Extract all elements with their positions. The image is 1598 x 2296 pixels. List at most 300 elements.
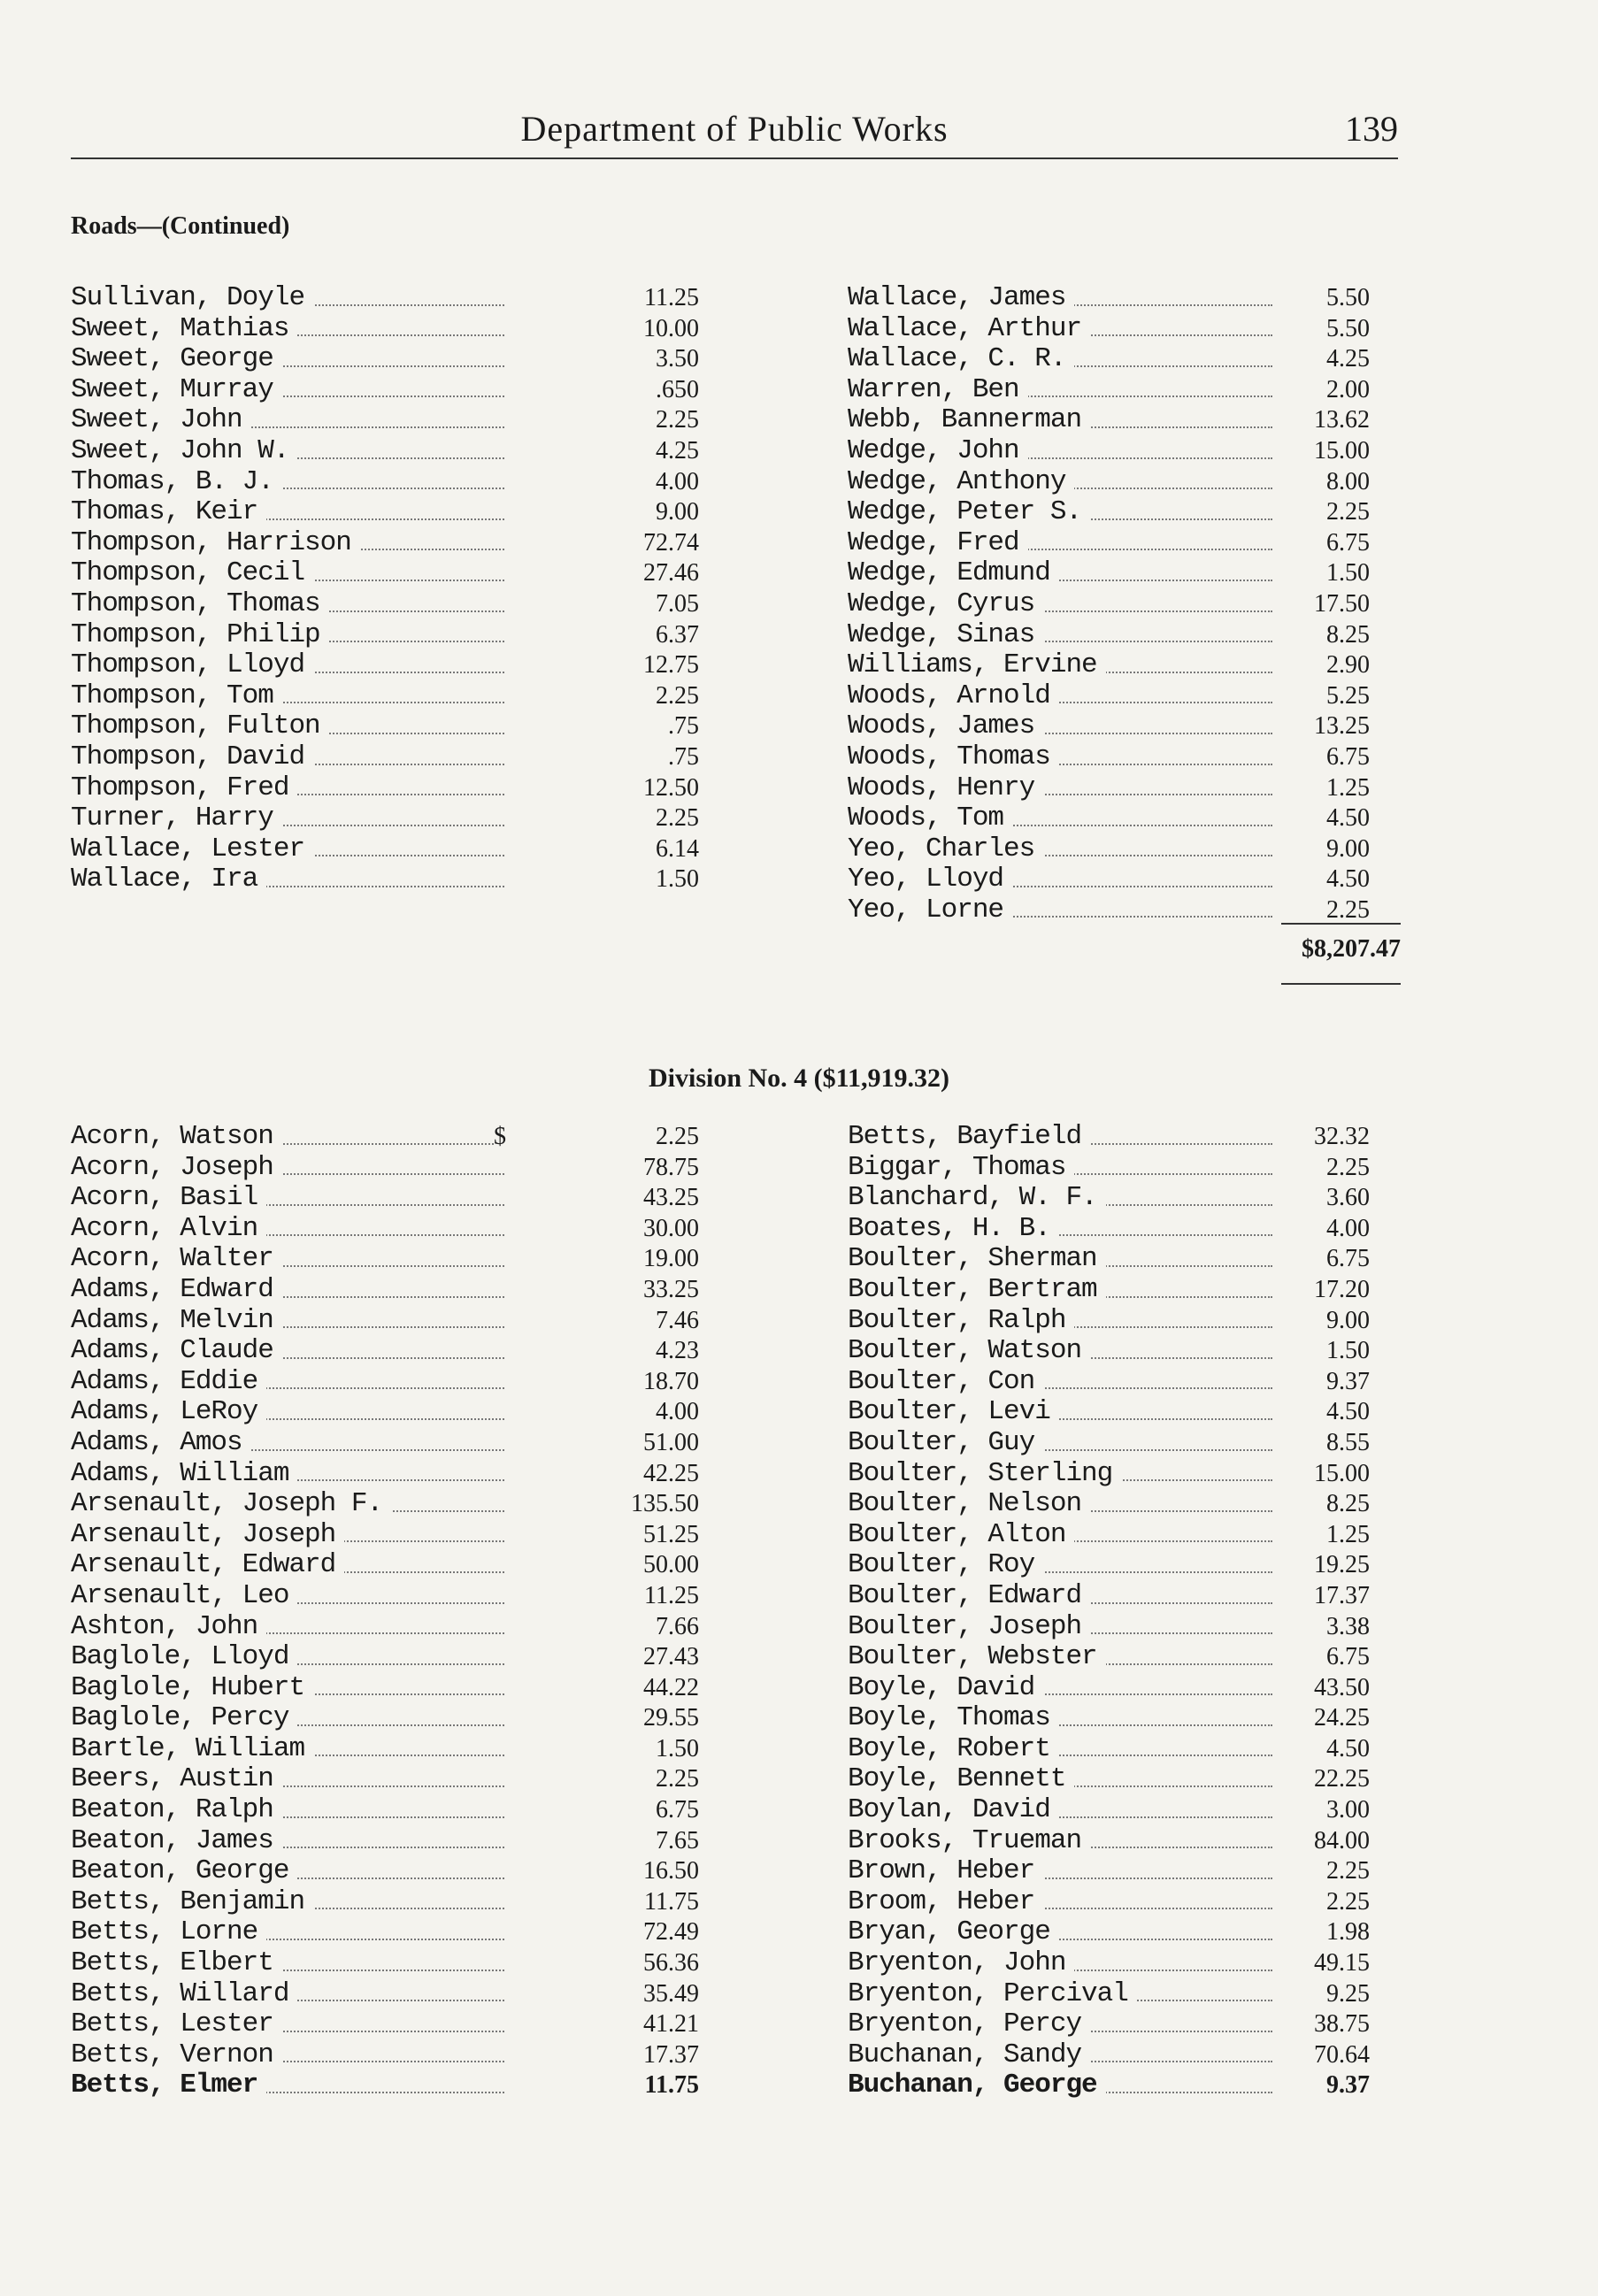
entry-amount: 2.25 — [656, 804, 699, 833]
entry-amount: 17.37 — [643, 2040, 699, 2069]
ledger-entry — [848, 711, 1401, 742]
ledger-entry — [848, 558, 1401, 589]
entry-amount: .75 — [668, 712, 699, 741]
entry-name: Boulter, Alton — [848, 1520, 1074, 1551]
entry-name: Adams, Eddie — [71, 1367, 266, 1398]
entry-name: Adams, Amos — [71, 1428, 251, 1459]
entry-amount: 5.50 — [1326, 284, 1370, 311]
ledger-entry — [71, 1824, 699, 1857]
entry-amount: 44.22 — [643, 1673, 699, 1701]
entry-name: Acorn, Watson — [71, 1122, 282, 1153]
entry-amount: 4.50 — [1326, 1398, 1370, 1426]
ledger-entry — [71, 680, 699, 712]
roads-total-block — [1281, 923, 1401, 985]
entry-name: Betts, Willard — [71, 1979, 297, 2010]
entry-amount: 11.75 — [644, 2071, 699, 2100]
entry-name: Thompson, Tom — [71, 681, 282, 712]
entry-name: Brown, Heber — [848, 1856, 1043, 1887]
section-heading: Roads—(Continued) — [71, 212, 290, 240]
ledger-entry — [71, 496, 699, 528]
entry-name: Arsenault, Edward — [71, 1550, 344, 1581]
ledger-entry — [71, 2069, 699, 2101]
ledger-entry — [848, 1764, 1401, 1795]
ledger-entry — [71, 1916, 699, 1948]
ledger-entry — [848, 467, 1401, 498]
ledger-entry — [848, 1489, 1401, 1520]
entry-name: Wedge, John — [848, 436, 1028, 467]
ledger-entry — [848, 620, 1401, 651]
entry-name: Thompson, Fulton — [71, 711, 329, 742]
entry-name: Biggar, Thomas — [848, 1153, 1074, 1184]
entry-name: Thompson, Thomas — [71, 589, 329, 620]
ledger-entry — [848, 2070, 1401, 2101]
entry-amount: 6.75 — [1326, 528, 1370, 557]
ledger-entry — [71, 1396, 699, 1428]
entry-name: Thompson, Harrison — [71, 528, 360, 559]
ledger-entry — [848, 864, 1401, 895]
entry-amount: 8.00 — [1326, 467, 1370, 495]
entry-name: Thompson, David — [71, 742, 313, 773]
ledger-entry — [848, 1367, 1401, 1398]
entry-amount: 3.00 — [1326, 1796, 1370, 1824]
entry-amount: 1.50 — [1326, 1337, 1370, 1365]
ledger-entry — [848, 1214, 1401, 1245]
ledger-entry — [848, 1520, 1401, 1551]
entry-amount: 50.00 — [643, 1551, 699, 1579]
entry-amount: 3.50 — [656, 345, 699, 373]
ledger-entry — [71, 1763, 699, 1795]
entry-amount: 12.75 — [643, 651, 699, 680]
ledger-entry — [71, 1273, 699, 1306]
entry-amount: 3.38 — [1326, 1612, 1370, 1640]
entry-name: Yeo, Charles — [848, 834, 1043, 865]
entry-name: Bryenton, Percival — [848, 1979, 1137, 2010]
ledger-entry — [848, 1244, 1401, 1275]
entry-name: Turner, Harry — [71, 803, 282, 834]
dollar-sign: $ — [494, 1122, 505, 1153]
ledger-entry — [71, 434, 699, 467]
entry-amount: 2.25 — [656, 1765, 699, 1793]
ledger-entry — [71, 741, 699, 773]
entry-name: Boates, H. B. — [848, 1214, 1059, 1245]
entry-amount: 8.25 — [1326, 620, 1370, 649]
entry-name: Arsenault, Joseph F. — [71, 1489, 391, 1520]
entry-name: Thompson, Lloyd — [71, 650, 313, 681]
entry-amount: 70.64 — [1314, 2040, 1370, 2069]
entry-amount: 17.20 — [1314, 1275, 1370, 1303]
entry-name: Betts, Bayfield — [848, 1122, 1090, 1153]
entry-amount: 15.00 — [1314, 436, 1370, 465]
entry-name: Adams, Claude — [71, 1336, 282, 1367]
entry-name: Baglole, Lloyd — [71, 1642, 297, 1673]
entry-amount: 1.98 — [1326, 1918, 1370, 1947]
entry-name: Adams, LeRoy — [71, 1397, 266, 1428]
entry-amount: 7.65 — [656, 1826, 699, 1854]
ledger-entry — [848, 528, 1401, 559]
entry-name: Acorn, Walter — [71, 1244, 282, 1275]
entry-amount: 7.46 — [656, 1306, 699, 1334]
ledger-entry — [71, 1121, 699, 1153]
entry-amount: 6.75 — [656, 1796, 699, 1824]
ledger-entry — [71, 465, 699, 498]
entry-amount: 2.25 — [1326, 1887, 1370, 1916]
entry-amount: 8.25 — [1326, 1490, 1370, 1518]
entry-name: Acorn, Joseph — [71, 1153, 282, 1184]
ledger-entry — [848, 1336, 1401, 1367]
entry-amount: 11.25 — [644, 1581, 699, 1609]
ledger-entry — [71, 618, 699, 651]
entry-name: Beaton, George — [71, 1856, 297, 1887]
entry-amount: 2.25 — [1326, 1153, 1370, 1181]
entry-amount: 1.50 — [656, 865, 699, 894]
ledger-entry — [848, 589, 1401, 620]
ledger-entry — [848, 436, 1401, 467]
entry-name: Thompson, Cecil — [71, 558, 313, 589]
ledger-entry — [848, 1917, 1401, 1948]
entry-name: Yeo, Lorne — [848, 895, 1012, 926]
entry-amount: 6.37 — [656, 620, 699, 649]
ledger-entry — [71, 1732, 699, 1765]
entry-name: Betts, Lorne — [71, 1917, 266, 1948]
entry-name: Betts, Vernon — [71, 2040, 282, 2071]
entry-amount: 51.00 — [643, 1428, 699, 1456]
entry-name: Woods, James — [848, 711, 1043, 742]
entry-amount: 5.50 — [1326, 314, 1370, 342]
ledger-entry — [848, 1642, 1401, 1673]
ledger-entry — [848, 773, 1401, 804]
entry-name: Boyle, David — [848, 1673, 1043, 1704]
entry-name: Baglole, Percy — [71, 1703, 297, 1734]
entry-name: Sullivan, Doyle — [71, 283, 313, 314]
entry-amount: 27.46 — [643, 559, 699, 587]
ledger-entry — [71, 1457, 699, 1490]
entry-amount: 6.75 — [1326, 1643, 1370, 1671]
entry-name: Wedge, Peter S. — [848, 497, 1090, 528]
ledger-entry — [71, 864, 699, 895]
entry-amount: .650 — [656, 375, 699, 403]
entry-amount: 4.25 — [1326, 345, 1370, 373]
ledger-entry — [71, 1579, 699, 1612]
ledger-entry — [848, 1703, 1401, 1734]
entry-name: Beaton, Ralph — [71, 1795, 282, 1826]
entry-amount: 135.50 — [631, 1490, 699, 1518]
entry-amount: 4.50 — [1326, 865, 1370, 894]
entry-amount: 3.60 — [1326, 1184, 1370, 1212]
entry-name: Thomas, B. J. — [71, 467, 282, 498]
ledger-entry — [71, 1549, 699, 1581]
entry-amount: 9.00 — [656, 498, 699, 526]
ledger-entry — [848, 1887, 1401, 1918]
ledger-entry — [71, 1794, 699, 1826]
entry-amount: 29.55 — [643, 1704, 699, 1732]
ledger-entry — [848, 1948, 1401, 1979]
entry-name: Adams, William — [71, 1459, 297, 1490]
entry-amount: 7.05 — [656, 589, 699, 618]
ledger-entry — [848, 1612, 1401, 1643]
ledger-entry — [848, 1153, 1401, 1184]
running-head — [71, 108, 1398, 159]
entry-amount: 2.25 — [1326, 895, 1370, 924]
entry-name: Woods, Thomas — [848, 742, 1059, 773]
entry-amount: 43.50 — [1314, 1673, 1370, 1701]
ledger-entry — [71, 2039, 699, 2071]
ledger-entry — [71, 772, 699, 804]
ledger-entry — [71, 1518, 699, 1551]
entry-amount: 2.25 — [656, 681, 699, 710]
entry-amount: 1.25 — [1326, 1520, 1370, 1548]
entry-amount: 43.25 — [643, 1184, 699, 1212]
ledger-entry — [71, 649, 699, 681]
ledger-entry — [71, 1947, 699, 1979]
entry-name: Wedge, Fred — [848, 528, 1028, 559]
ledger-entry — [848, 1306, 1401, 1337]
entry-name: Thomas, Keir — [71, 497, 266, 528]
entry-name: Acorn, Basil — [71, 1183, 266, 1214]
entry-name: Buchanan, George — [848, 2070, 1106, 2101]
entry-name: Woods, Henry — [848, 773, 1043, 804]
entry-amount: 2.25 — [656, 406, 699, 434]
entry-name: Wallace, Ira — [71, 864, 266, 895]
ledger-entry — [848, 895, 1401, 926]
entry-amount: 30.00 — [643, 1214, 699, 1242]
ledger-entry — [848, 344, 1401, 375]
ledger-entry — [71, 1488, 699, 1520]
ledger-entry — [71, 1610, 699, 1643]
ledger-entry — [848, 405, 1401, 436]
entry-amount: 27.43 — [643, 1643, 699, 1671]
ledger-entry — [71, 526, 699, 559]
entry-name: Arsenault, Joseph — [71, 1520, 344, 1551]
ledger-entry — [71, 802, 699, 834]
entry-amount: 17.50 — [1314, 589, 1370, 618]
entry-name: Bartle, William — [71, 1734, 313, 1765]
entry-amount: 72.74 — [643, 528, 699, 557]
ledger-entry — [71, 1243, 699, 1275]
ledger-entry — [71, 587, 699, 620]
ledger-entry — [71, 343, 699, 375]
ledger-entry — [848, 375, 1401, 406]
entry-name: Sweet, Murray — [71, 375, 282, 406]
entry-amount: 41.21 — [643, 2010, 699, 2039]
entry-name: Betts, Lester — [71, 2009, 282, 2040]
ledger-entry — [71, 1885, 699, 1918]
entry-name: Betts, Elbert — [71, 1948, 282, 1979]
entry-amount: 4.25 — [656, 436, 699, 465]
entry-name: Boulter, Roy — [848, 1550, 1043, 1581]
ledger-entry — [71, 1702, 699, 1734]
ledger-entry — [848, 1795, 1401, 1826]
ledger-entry — [71, 1365, 699, 1398]
entry-name: Sweet, George — [71, 344, 282, 375]
entry-name: Wedge, Cyrus — [848, 589, 1043, 620]
entry-amount: 13.25 — [1314, 712, 1370, 741]
roads-list-left — [71, 282, 699, 895]
entry-amount: 9.25 — [1326, 1979, 1370, 2008]
ledger-entry — [848, 803, 1401, 834]
entry-amount: 19.00 — [643, 1245, 699, 1273]
ledger-entry — [71, 833, 699, 865]
entry-amount: 4.50 — [1326, 1734, 1370, 1762]
ledger-entry — [848, 1550, 1401, 1581]
entry-amount: 4.00 — [656, 1398, 699, 1426]
entry-name: Ashton, John — [71, 1612, 266, 1643]
ledger-entry — [848, 1122, 1401, 1153]
division-heading: Division No. 4 ($11,919.32) — [648, 1064, 950, 1093]
entry-name: Wedge, Anthony — [848, 467, 1074, 498]
entry-name: Sweet, John — [71, 405, 251, 436]
entry-amount: 9.37 — [1326, 1367, 1370, 1395]
division-list-right — [848, 1122, 1401, 2101]
entry-amount: 2.25 — [1326, 498, 1370, 526]
entry-name: Boulter, Edward — [848, 1581, 1090, 1612]
entry-amount: 13.62 — [1314, 406, 1370, 434]
ledger-entry — [848, 742, 1401, 773]
ledger-entry — [71, 1977, 699, 2010]
ledger-entry — [71, 557, 699, 589]
entry-name: Boulter, Bertram — [848, 1275, 1106, 1306]
ledger-entry — [71, 1671, 699, 1704]
entry-amount: 7.66 — [656, 1612, 699, 1640]
ledger-entry — [71, 282, 699, 314]
entry-amount: 10.00 — [643, 314, 699, 342]
entry-name: Wallace, C. R. — [848, 344, 1074, 375]
entry-name: Bryan, George — [848, 1917, 1059, 1948]
entry-amount: 4.00 — [656, 467, 699, 495]
ledger-entry — [71, 1151, 699, 1184]
ledger-entry — [71, 1426, 699, 1459]
entry-name: Boulter, Levi — [848, 1397, 1059, 1428]
entry-amount: 1.50 — [656, 1734, 699, 1762]
entry-name: Buchanan, Sandy — [848, 2040, 1090, 2071]
ledger-entry — [848, 681, 1401, 712]
roads-total-amount: $8,207.47 — [1302, 935, 1401, 963]
ledger-entry — [848, 834, 1401, 865]
entry-amount: 4.23 — [656, 1337, 699, 1365]
entry-amount: 2.25 — [656, 1123, 699, 1150]
entry-name: Betts, Elmer — [71, 2070, 266, 2101]
entry-amount: 4.50 — [1326, 804, 1370, 833]
entry-amount: 6.75 — [1326, 742, 1370, 771]
entry-name: Wallace, Arthur — [848, 314, 1090, 345]
entry-name: Bryenton, John — [848, 1948, 1074, 1979]
entry-amount: 2.25 — [1326, 1857, 1370, 1885]
entry-name: Sweet, John W. — [71, 436, 297, 467]
entry-name: Yeo, Lloyd — [848, 864, 1012, 895]
entry-name: Woods, Arnold — [848, 681, 1059, 712]
roads-list-right — [848, 283, 1401, 925]
entry-amount: 24.25 — [1314, 1704, 1370, 1732]
page-number: 139 — [1345, 109, 1398, 149]
entry-amount: 2.90 — [1326, 651, 1370, 680]
entry-name: Boulter, Webster — [848, 1642, 1106, 1673]
page-title: Department of Public Works — [520, 109, 949, 149]
ledger-entry — [71, 1855, 699, 1887]
entry-amount: 4.00 — [1326, 1214, 1370, 1242]
entry-name: Thompson, Philip — [71, 620, 329, 651]
entry-amount: 35.49 — [643, 1979, 699, 2008]
ledger-entry — [848, 283, 1401, 314]
entry-amount: 6.75 — [1326, 1245, 1370, 1273]
entry-amount: 11.75 — [644, 1887, 699, 1916]
ledger-entry — [71, 1335, 699, 1367]
ledger-entry — [848, 1459, 1401, 1490]
ledger-entry — [71, 373, 699, 406]
entry-name: Acorn, Alvin — [71, 1214, 266, 1245]
ledger-entry — [848, 1979, 1401, 2010]
entry-amount: 8.55 — [1326, 1428, 1370, 1456]
entry-amount: 2.00 — [1326, 375, 1370, 403]
entry-name: Adams, Melvin — [71, 1306, 282, 1337]
entry-amount: 9.00 — [1326, 1306, 1370, 1334]
ledger-entry — [848, 1183, 1401, 1214]
ledger-entry — [848, 1673, 1401, 1704]
entry-name: Boulter, Sterling — [848, 1459, 1121, 1490]
division-list-left — [71, 1121, 699, 2101]
entry-amount: 19.25 — [1314, 1551, 1370, 1579]
ledger-entry — [71, 404, 699, 436]
entry-amount: 38.75 — [1314, 2010, 1370, 2039]
entry-name: Boulter, Ralph — [848, 1306, 1074, 1337]
entry-amount: 33.25 — [643, 1275, 699, 1303]
entry-amount: 32.32 — [1314, 1123, 1370, 1150]
entry-name: Warren, Ben — [848, 375, 1028, 406]
ledger-entry — [848, 1734, 1401, 1765]
entry-name: Williams, Ervine — [848, 650, 1106, 681]
ledger-entry — [848, 1275, 1401, 1306]
ledger-entry — [71, 710, 699, 742]
entry-amount: 11.25 — [644, 284, 699, 311]
entry-name: Boulter, Con — [848, 1367, 1043, 1398]
entry-name: Blanchard, W. F. — [848, 1183, 1106, 1214]
ledger-entry — [71, 1212, 699, 1245]
entry-name: Boyle, Thomas — [848, 1703, 1059, 1734]
entry-amount: 22.25 — [1314, 1765, 1370, 1793]
ledger-entry — [71, 1641, 699, 1673]
entry-name: Wedge, Edmund — [848, 558, 1059, 589]
entry-amount: 16.50 — [643, 1857, 699, 1885]
ledger-entry — [848, 1581, 1401, 1612]
entry-amount: 1.50 — [1326, 559, 1370, 587]
ledger-entry — [848, 650, 1401, 681]
ledger-entry — [848, 1397, 1401, 1428]
ledger-entry — [848, 1856, 1401, 1887]
ledger-entry — [71, 312, 699, 345]
ledger-entry — [848, 1428, 1401, 1459]
entry-name: Boylan, David — [848, 1795, 1059, 1826]
entry-name: Beaton, James — [71, 1826, 282, 1857]
entry-name: Wallace, Lester — [71, 834, 313, 865]
entry-name: Bryenton, Percy — [848, 2009, 1090, 2040]
entry-amount: 15.00 — [1314, 1459, 1370, 1487]
entry-amount: 9.37 — [1326, 2071, 1370, 2100]
ledger-entry — [848, 314, 1401, 345]
entry-amount: 72.49 — [643, 1918, 699, 1947]
ledger-entry — [71, 1304, 699, 1337]
ledger-entry — [71, 2008, 699, 2040]
entry-amount: 12.50 — [643, 773, 699, 802]
entry-name: Webb, Bannerman — [848, 405, 1090, 436]
entry-amount: 18.70 — [643, 1367, 699, 1395]
entry-name: Boulter, Guy — [848, 1428, 1043, 1459]
entry-amount: .75 — [668, 742, 699, 771]
ledger-entry — [848, 2040, 1401, 2071]
entry-amount: 56.36 — [643, 1949, 699, 1977]
entry-name: Boulter, Watson — [848, 1336, 1090, 1367]
entry-name: Broom, Heber — [848, 1887, 1043, 1918]
entry-name: Boulter, Nelson — [848, 1489, 1090, 1520]
entry-name: Brooks, Trueman — [848, 1826, 1090, 1857]
entry-amount: 6.14 — [656, 834, 699, 863]
